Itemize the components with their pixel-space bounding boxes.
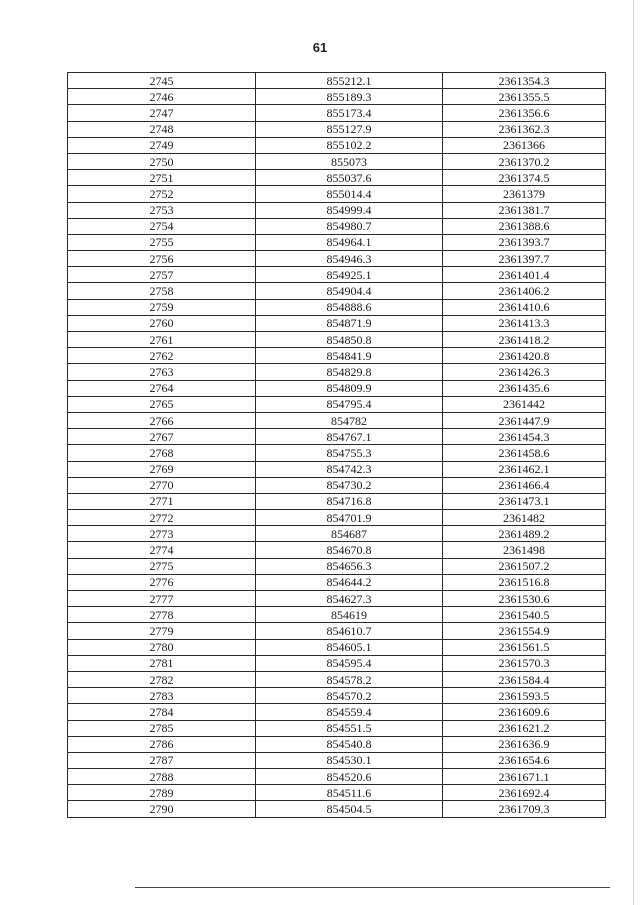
x-coordinate-cell: 854871.9 xyxy=(256,315,443,331)
x-coordinate-cell: 854670.8 xyxy=(256,542,443,558)
table-row xyxy=(68,429,606,445)
y-coordinate-cell: 2361410.6 xyxy=(443,299,606,315)
x-coordinate-cell: 854755.3 xyxy=(256,445,443,461)
point-number-cell: 2759 xyxy=(68,299,256,315)
y-coordinate-cell: 2361355.5 xyxy=(443,89,606,105)
point-number-cell: 2777 xyxy=(68,591,256,607)
x-coordinate-cell: 854520.6 xyxy=(256,769,443,785)
x-coordinate-cell: 854742.3 xyxy=(256,461,443,477)
x-coordinate-cell: 854980.7 xyxy=(256,218,443,234)
table-row xyxy=(68,202,606,218)
point-number-cell: 2787 xyxy=(68,752,256,768)
x-coordinate-cell: 854595.4 xyxy=(256,655,443,671)
point-number-cell: 2745 xyxy=(68,73,256,89)
y-coordinate-cell: 2361540.5 xyxy=(443,607,606,623)
y-coordinate-cell: 2361516.8 xyxy=(443,574,606,590)
point-number-cell: 2768 xyxy=(68,445,256,461)
y-coordinate-cell: 2361374.5 xyxy=(443,170,606,186)
point-number-cell: 2780 xyxy=(68,639,256,655)
y-coordinate-cell: 2361692.4 xyxy=(443,785,606,801)
x-coordinate-cell: 854716.8 xyxy=(256,493,443,509)
y-coordinate-cell: 2361388.6 xyxy=(443,218,606,234)
table-row xyxy=(68,801,606,817)
x-coordinate-cell: 854999.4 xyxy=(256,202,443,218)
point-number-cell: 2773 xyxy=(68,526,256,542)
x-coordinate-cell: 854619 xyxy=(256,607,443,623)
table-row xyxy=(68,105,606,121)
y-coordinate-cell: 2361366 xyxy=(443,137,606,153)
point-number-cell: 2758 xyxy=(68,283,256,299)
x-coordinate-cell: 854904.4 xyxy=(256,283,443,299)
y-coordinate-cell: 2361354.3 xyxy=(443,73,606,89)
bottom-rule xyxy=(135,887,610,888)
y-coordinate-cell: 2361458.6 xyxy=(443,445,606,461)
x-coordinate-cell: 854795.4 xyxy=(256,396,443,412)
y-coordinate-cell: 2361554.9 xyxy=(443,623,606,639)
point-number-cell: 2747 xyxy=(68,105,256,121)
y-coordinate-cell: 2361671.1 xyxy=(443,769,606,785)
table-row xyxy=(68,283,606,299)
point-number-cell: 2766 xyxy=(68,412,256,428)
x-coordinate-cell: 855127.9 xyxy=(256,121,443,137)
point-number-cell: 2788 xyxy=(68,769,256,785)
table-row xyxy=(68,558,606,574)
point-number-cell: 2770 xyxy=(68,477,256,493)
y-coordinate-cell: 2361462.1 xyxy=(443,461,606,477)
y-coordinate-cell: 2361489.2 xyxy=(443,526,606,542)
y-coordinate-cell: 2361406.2 xyxy=(443,283,606,299)
page-edge xyxy=(633,0,634,905)
y-coordinate-cell: 2361379 xyxy=(443,186,606,202)
table-row xyxy=(68,542,606,558)
point-number-cell: 2749 xyxy=(68,137,256,153)
point-number-cell: 2775 xyxy=(68,558,256,574)
y-coordinate-cell: 2361420.8 xyxy=(443,348,606,364)
table-row xyxy=(68,639,606,655)
point-number-cell: 2754 xyxy=(68,218,256,234)
point-number-cell: 2774 xyxy=(68,542,256,558)
y-coordinate-cell: 2361447.9 xyxy=(443,412,606,428)
x-coordinate-cell: 855189.3 xyxy=(256,89,443,105)
table-row xyxy=(68,396,606,412)
table-row xyxy=(68,769,606,785)
point-number-cell: 2750 xyxy=(68,153,256,169)
y-coordinate-cell: 2361454.3 xyxy=(443,429,606,445)
x-coordinate-cell: 854841.9 xyxy=(256,348,443,364)
y-coordinate-cell: 2361362.3 xyxy=(443,121,606,137)
y-coordinate-cell: 2361654.6 xyxy=(443,752,606,768)
point-number-cell: 2748 xyxy=(68,121,256,137)
y-coordinate-cell: 2361636.9 xyxy=(443,736,606,752)
point-number-cell: 2786 xyxy=(68,736,256,752)
y-coordinate-cell: 2361593.5 xyxy=(443,688,606,704)
table-row xyxy=(68,574,606,590)
x-coordinate-cell: 855014.4 xyxy=(256,186,443,202)
y-coordinate-cell: 2361393.7 xyxy=(443,234,606,250)
x-coordinate-cell: 855173.4 xyxy=(256,105,443,121)
table-row xyxy=(68,461,606,477)
x-coordinate-cell: 854850.8 xyxy=(256,332,443,348)
y-coordinate-cell: 2361584.4 xyxy=(443,671,606,687)
x-coordinate-cell: 854511.6 xyxy=(256,785,443,801)
point-number-cell: 2779 xyxy=(68,623,256,639)
point-number-cell: 2751 xyxy=(68,170,256,186)
x-coordinate-cell: 854644.2 xyxy=(256,574,443,590)
point-number-cell: 2771 xyxy=(68,493,256,509)
table-row xyxy=(68,380,606,396)
table-row xyxy=(68,752,606,768)
x-coordinate-cell: 854782 xyxy=(256,412,443,428)
coordinates-table-body xyxy=(68,73,606,818)
table-row xyxy=(68,720,606,736)
x-coordinate-cell: 854540.8 xyxy=(256,736,443,752)
y-coordinate-cell: 2361356.6 xyxy=(443,105,606,121)
point-number-cell: 2752 xyxy=(68,186,256,202)
x-coordinate-cell: 854687 xyxy=(256,526,443,542)
point-number-cell: 2761 xyxy=(68,332,256,348)
point-number-cell: 2762 xyxy=(68,348,256,364)
y-coordinate-cell: 2361473.1 xyxy=(443,493,606,509)
table-row xyxy=(68,218,606,234)
point-number-cell: 2776 xyxy=(68,574,256,590)
y-coordinate-cell: 2361442 xyxy=(443,396,606,412)
table-row xyxy=(68,607,606,623)
point-number-cell: 2753 xyxy=(68,202,256,218)
point-number-cell: 2781 xyxy=(68,655,256,671)
y-coordinate-cell: 2361570.3 xyxy=(443,655,606,671)
point-number-cell: 2746 xyxy=(68,89,256,105)
point-number-cell: 2772 xyxy=(68,510,256,526)
table-row xyxy=(68,332,606,348)
y-coordinate-cell: 2361621.2 xyxy=(443,720,606,736)
table-row xyxy=(68,186,606,202)
point-number-cell: 2782 xyxy=(68,671,256,687)
table-row xyxy=(68,299,606,315)
y-coordinate-cell: 2361561.5 xyxy=(443,639,606,655)
y-coordinate-cell: 2361426.3 xyxy=(443,364,606,380)
table-row xyxy=(68,364,606,380)
point-number-cell: 2784 xyxy=(68,704,256,720)
table-row xyxy=(68,153,606,169)
x-coordinate-cell: 854701.9 xyxy=(256,510,443,526)
point-number-cell: 2760 xyxy=(68,315,256,331)
y-coordinate-cell: 2361418.2 xyxy=(443,332,606,348)
point-number-cell: 2757 xyxy=(68,267,256,283)
x-coordinate-cell: 854767.1 xyxy=(256,429,443,445)
y-coordinate-cell: 2361381.7 xyxy=(443,202,606,218)
point-number-cell: 2763 xyxy=(68,364,256,380)
table-row xyxy=(68,267,606,283)
table-row xyxy=(68,315,606,331)
y-coordinate-cell: 2361709.3 xyxy=(443,801,606,817)
x-coordinate-cell: 855212.1 xyxy=(256,73,443,89)
x-coordinate-cell: 854925.1 xyxy=(256,267,443,283)
table-row xyxy=(68,251,606,267)
point-number-cell: 2764 xyxy=(68,380,256,396)
x-coordinate-cell: 854627.3 xyxy=(256,591,443,607)
table-row xyxy=(68,736,606,752)
y-coordinate-cell: 2361397.7 xyxy=(443,251,606,267)
x-coordinate-cell: 854605.1 xyxy=(256,639,443,655)
table-row xyxy=(68,510,606,526)
table-row xyxy=(68,623,606,639)
table-row xyxy=(68,591,606,607)
x-coordinate-cell: 854551.5 xyxy=(256,720,443,736)
x-coordinate-cell: 855073 xyxy=(256,153,443,169)
table-row xyxy=(68,73,606,89)
point-number-cell: 2767 xyxy=(68,429,256,445)
x-coordinate-cell: 854964.1 xyxy=(256,234,443,250)
table-row xyxy=(68,493,606,509)
x-coordinate-cell: 854610.7 xyxy=(256,623,443,639)
point-number-cell: 2790 xyxy=(68,801,256,817)
table-row xyxy=(68,785,606,801)
table-row xyxy=(68,137,606,153)
x-coordinate-cell: 854809.9 xyxy=(256,380,443,396)
table-row xyxy=(68,704,606,720)
x-coordinate-cell: 854656.3 xyxy=(256,558,443,574)
point-number-cell: 2755 xyxy=(68,234,256,250)
table-row xyxy=(68,445,606,461)
table-row xyxy=(68,89,606,105)
y-coordinate-cell: 2361609.6 xyxy=(443,704,606,720)
y-coordinate-cell: 2361413.3 xyxy=(443,315,606,331)
page-number: 61 xyxy=(312,40,328,55)
table-row xyxy=(68,671,606,687)
x-coordinate-cell: 854730.2 xyxy=(256,477,443,493)
table-row xyxy=(68,412,606,428)
y-coordinate-cell: 2361482 xyxy=(443,510,606,526)
table-row xyxy=(68,688,606,704)
y-coordinate-cell: 2361370.2 xyxy=(443,153,606,169)
point-number-cell: 2765 xyxy=(68,396,256,412)
table-row xyxy=(68,170,606,186)
table-row xyxy=(68,348,606,364)
point-number-cell: 2769 xyxy=(68,461,256,477)
coordinates-table xyxy=(67,72,606,818)
x-coordinate-cell: 855102.2 xyxy=(256,137,443,153)
x-coordinate-cell: 854888.6 xyxy=(256,299,443,315)
y-coordinate-cell: 2361507.2 xyxy=(443,558,606,574)
x-coordinate-cell: 854578.2 xyxy=(256,671,443,687)
point-number-cell: 2789 xyxy=(68,785,256,801)
table-row xyxy=(68,477,606,493)
table-row xyxy=(68,234,606,250)
table-row xyxy=(68,121,606,137)
table-row xyxy=(68,526,606,542)
y-coordinate-cell: 2361401.4 xyxy=(443,267,606,283)
y-coordinate-cell: 2361530.6 xyxy=(443,591,606,607)
x-coordinate-cell: 854570.2 xyxy=(256,688,443,704)
x-coordinate-cell: 855037.6 xyxy=(256,170,443,186)
point-number-cell: 2785 xyxy=(68,720,256,736)
point-number-cell: 2756 xyxy=(68,251,256,267)
x-coordinate-cell: 854559.4 xyxy=(256,704,443,720)
table-row xyxy=(68,655,606,671)
x-coordinate-cell: 854829.8 xyxy=(256,364,443,380)
y-coordinate-cell: 2361498 xyxy=(443,542,606,558)
x-coordinate-cell: 854504.5 xyxy=(256,801,443,817)
point-number-cell: 2778 xyxy=(68,607,256,623)
y-coordinate-cell: 2361466.4 xyxy=(443,477,606,493)
x-coordinate-cell: 854946.3 xyxy=(256,251,443,267)
point-number-cell: 2783 xyxy=(68,688,256,704)
x-coordinate-cell: 854530.1 xyxy=(256,752,443,768)
y-coordinate-cell: 2361435.6 xyxy=(443,380,606,396)
